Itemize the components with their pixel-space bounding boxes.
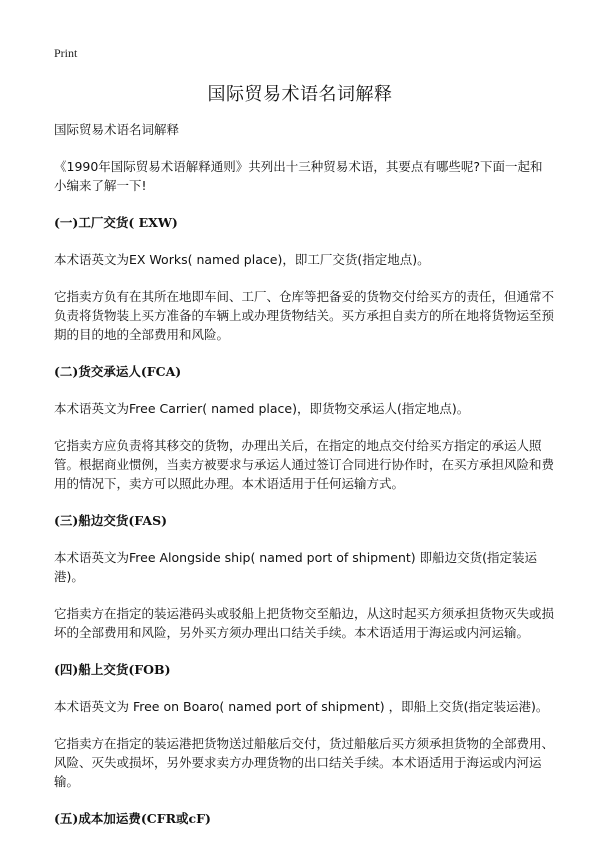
section-heading-exw: (一)工厂交货( EXW): [54, 215, 178, 230]
section-heading-fob: (四)船上交货(FOB): [54, 662, 171, 677]
section-heading-cfr: (五)成本加运费(CFR或cF): [54, 811, 211, 826]
section-paragraph: 它指卖方在指定的装运港码头或驳船上把货物交至船边，从这时起买方须承担货物灭失或损坏的全部费用和风险，另外买方须办理出口结关手续。本术语适用于海运或内河运输。: [54, 606, 555, 640]
subtitle: 国际贸易术语名词解释: [54, 122, 180, 137]
section-paragraph: 本术语英文为 Free on Boaro( named port of shipment) ，即船上交货(指定装运港)。: [54, 699, 549, 714]
section-paragraph: 它指卖方在指定的装运港把货物送过船舷后交付，货过船舷后买方须承担货物的全部费用、风险、灭失或损坏，另外要求卖方办理货物的出口结关手续。本术语适用于海运或内河运输。: [54, 736, 555, 789]
document-body: [54, 120, 554, 846]
section-paragraph: 本术语英文为Free Carrier( named place)，即货物交承运人(指定地点)。: [54, 401, 470, 416]
section-paragraph: 本术语英文为Free Alongside ship( named port of shipment) 即船边交货(指定装运港)。: [54, 550, 538, 584]
section-paragraph: 它指卖方负有在其所在地即车间、工厂、仓库等把备妥的货物交付给买方的责任，但通常不负责将货物装上买方准备的车辆上或办理货物结关。买方承担自卖方的所在地将货物运至预期的目的地的全部费用和风险。: [54, 289, 555, 342]
page-title: 国际贸易术语名词解释: [207, 84, 393, 105]
section-paragraph: 它指卖方应负责将其移交的货物，办理出关后，在指定的地点交付给买方指定的承运人照管。根据商业惯例，当卖方被要求与承运人通过签订合同进行协作时，在买方承担风险和费用的情况下，卖方可以照此办理。本术语适用于任何运输方式。: [54, 438, 555, 491]
section-paragraph: 本术语英文为EX Works( named place)，即工厂交货(指定地点)。: [54, 252, 430, 267]
section-heading-fas: (三)船边交货(FAS): [54, 513, 168, 528]
section-heading-fca: (二)货交承运人(FCA): [54, 364, 182, 379]
intro-paragraph: 《1990年国际贸易术语解释通则》共列出十三种贸易术语，其要点有哪些呢?下面一起和小编来了解一下!: [54, 159, 543, 193]
print-link[interactable]: Print: [54, 46, 78, 60]
